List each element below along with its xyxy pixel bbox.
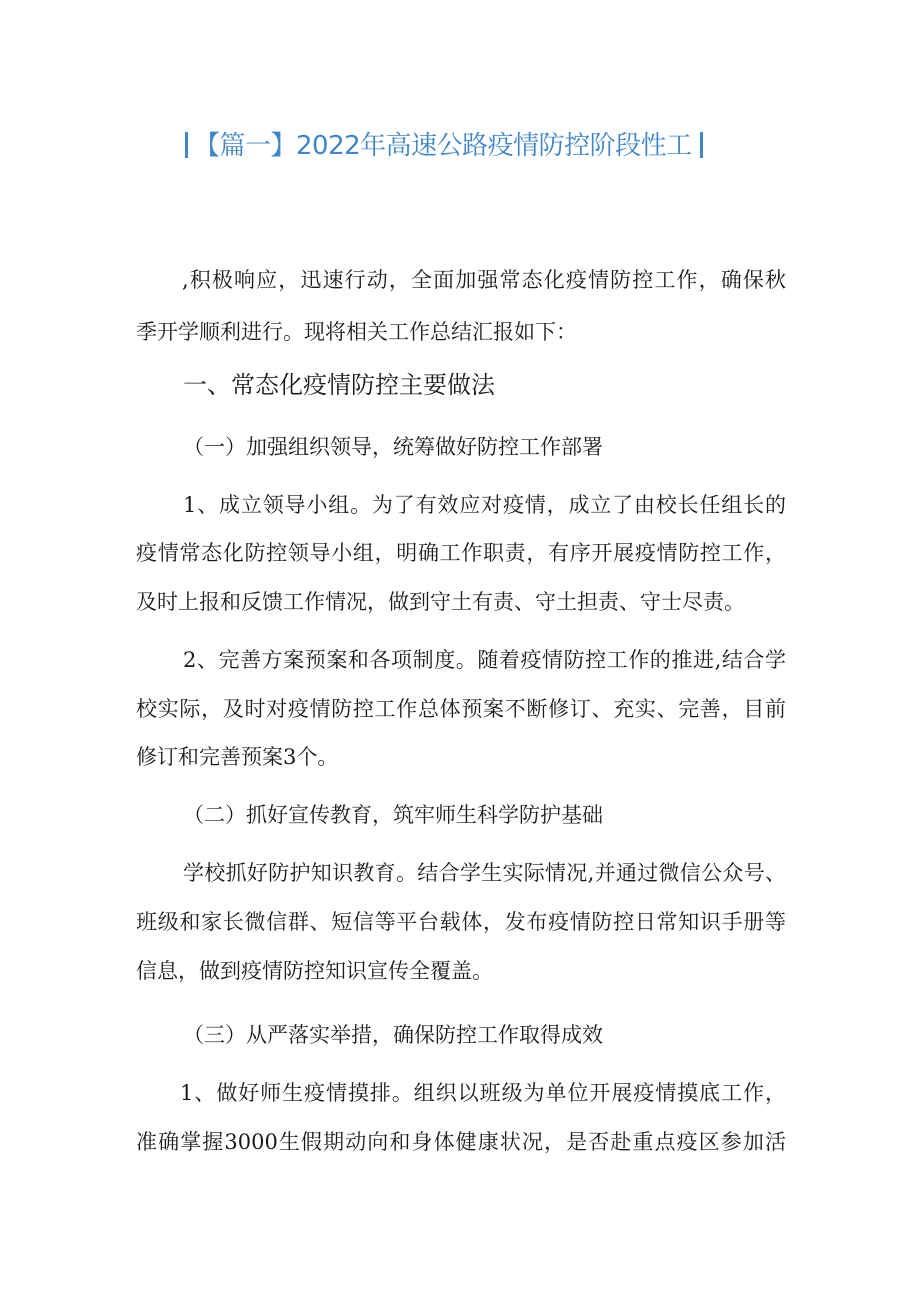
intro-line-1: ,积极响应，迅速行动，全面加强常态化疫情防控工作，确保秋	[182, 268, 786, 292]
para2-line-2: 校实际，及时对疫情防控工作总体预案不断修订、充实、完善，目前	[136, 697, 786, 721]
para1-line-1: 1、成立领导小组。为了有效应对疫情，成立了由校长任组长的	[183, 493, 786, 517]
para4-line-2: 准确掌握3000生假期动向和身体健康状况，是否赴重点疫区参加活	[136, 1130, 786, 1154]
para1-line-2: 疫情常态化防控领导小组，明确工作职责，有序开展疫情防控工作，	[136, 541, 786, 565]
section-heading-1: 一、常态化疫情防控主要做法	[183, 371, 495, 399]
title-left-bar	[185, 132, 188, 158]
subsection-heading-2: （二）抓好宣传教育，筑牢师生科学防护基础	[183, 803, 603, 827]
para2-line-3: 修订和完善预案3个。	[136, 745, 339, 769]
title-right-bar	[700, 132, 703, 158]
subsection-heading-1: （一）加强组织领导，统筹做好防控工作部署	[183, 435, 603, 459]
para3-line-2: 班级和家长微信群、短信等平台载体，发布疫情防控日常知识手册等	[136, 910, 786, 934]
para2-line-1: 2、完善方案预案和各项制度。随着疫情防控工作的推进,结合学	[183, 648, 786, 672]
para4-line-1: 1、做好师生疫情摸排。组织以班级为单位开展疫情摸底工作，	[180, 1081, 786, 1105]
para3-line-1: 学校抓好防护知识教育。结合学生实际情况,并通过微信公众号、	[183, 861, 786, 885]
title-text: 【篇一】2022年高速公路疫情防控阶段性工	[194, 131, 692, 161]
subsection-heading-3: （三）从严落实举措，确保防控工作取得成效	[183, 1023, 603, 1047]
intro-line-2: 季开学顺利进行。现将相关工作总结汇报如下：	[136, 320, 577, 344]
para3-line-3: 信息，做到疫情防控知识宣传全覆盖。	[136, 959, 493, 983]
para1-line-3: 及时上报和反馈工作情况，做到守土有责、守土担责、守士尽责。	[136, 590, 745, 614]
document-title	[185, 128, 745, 168]
